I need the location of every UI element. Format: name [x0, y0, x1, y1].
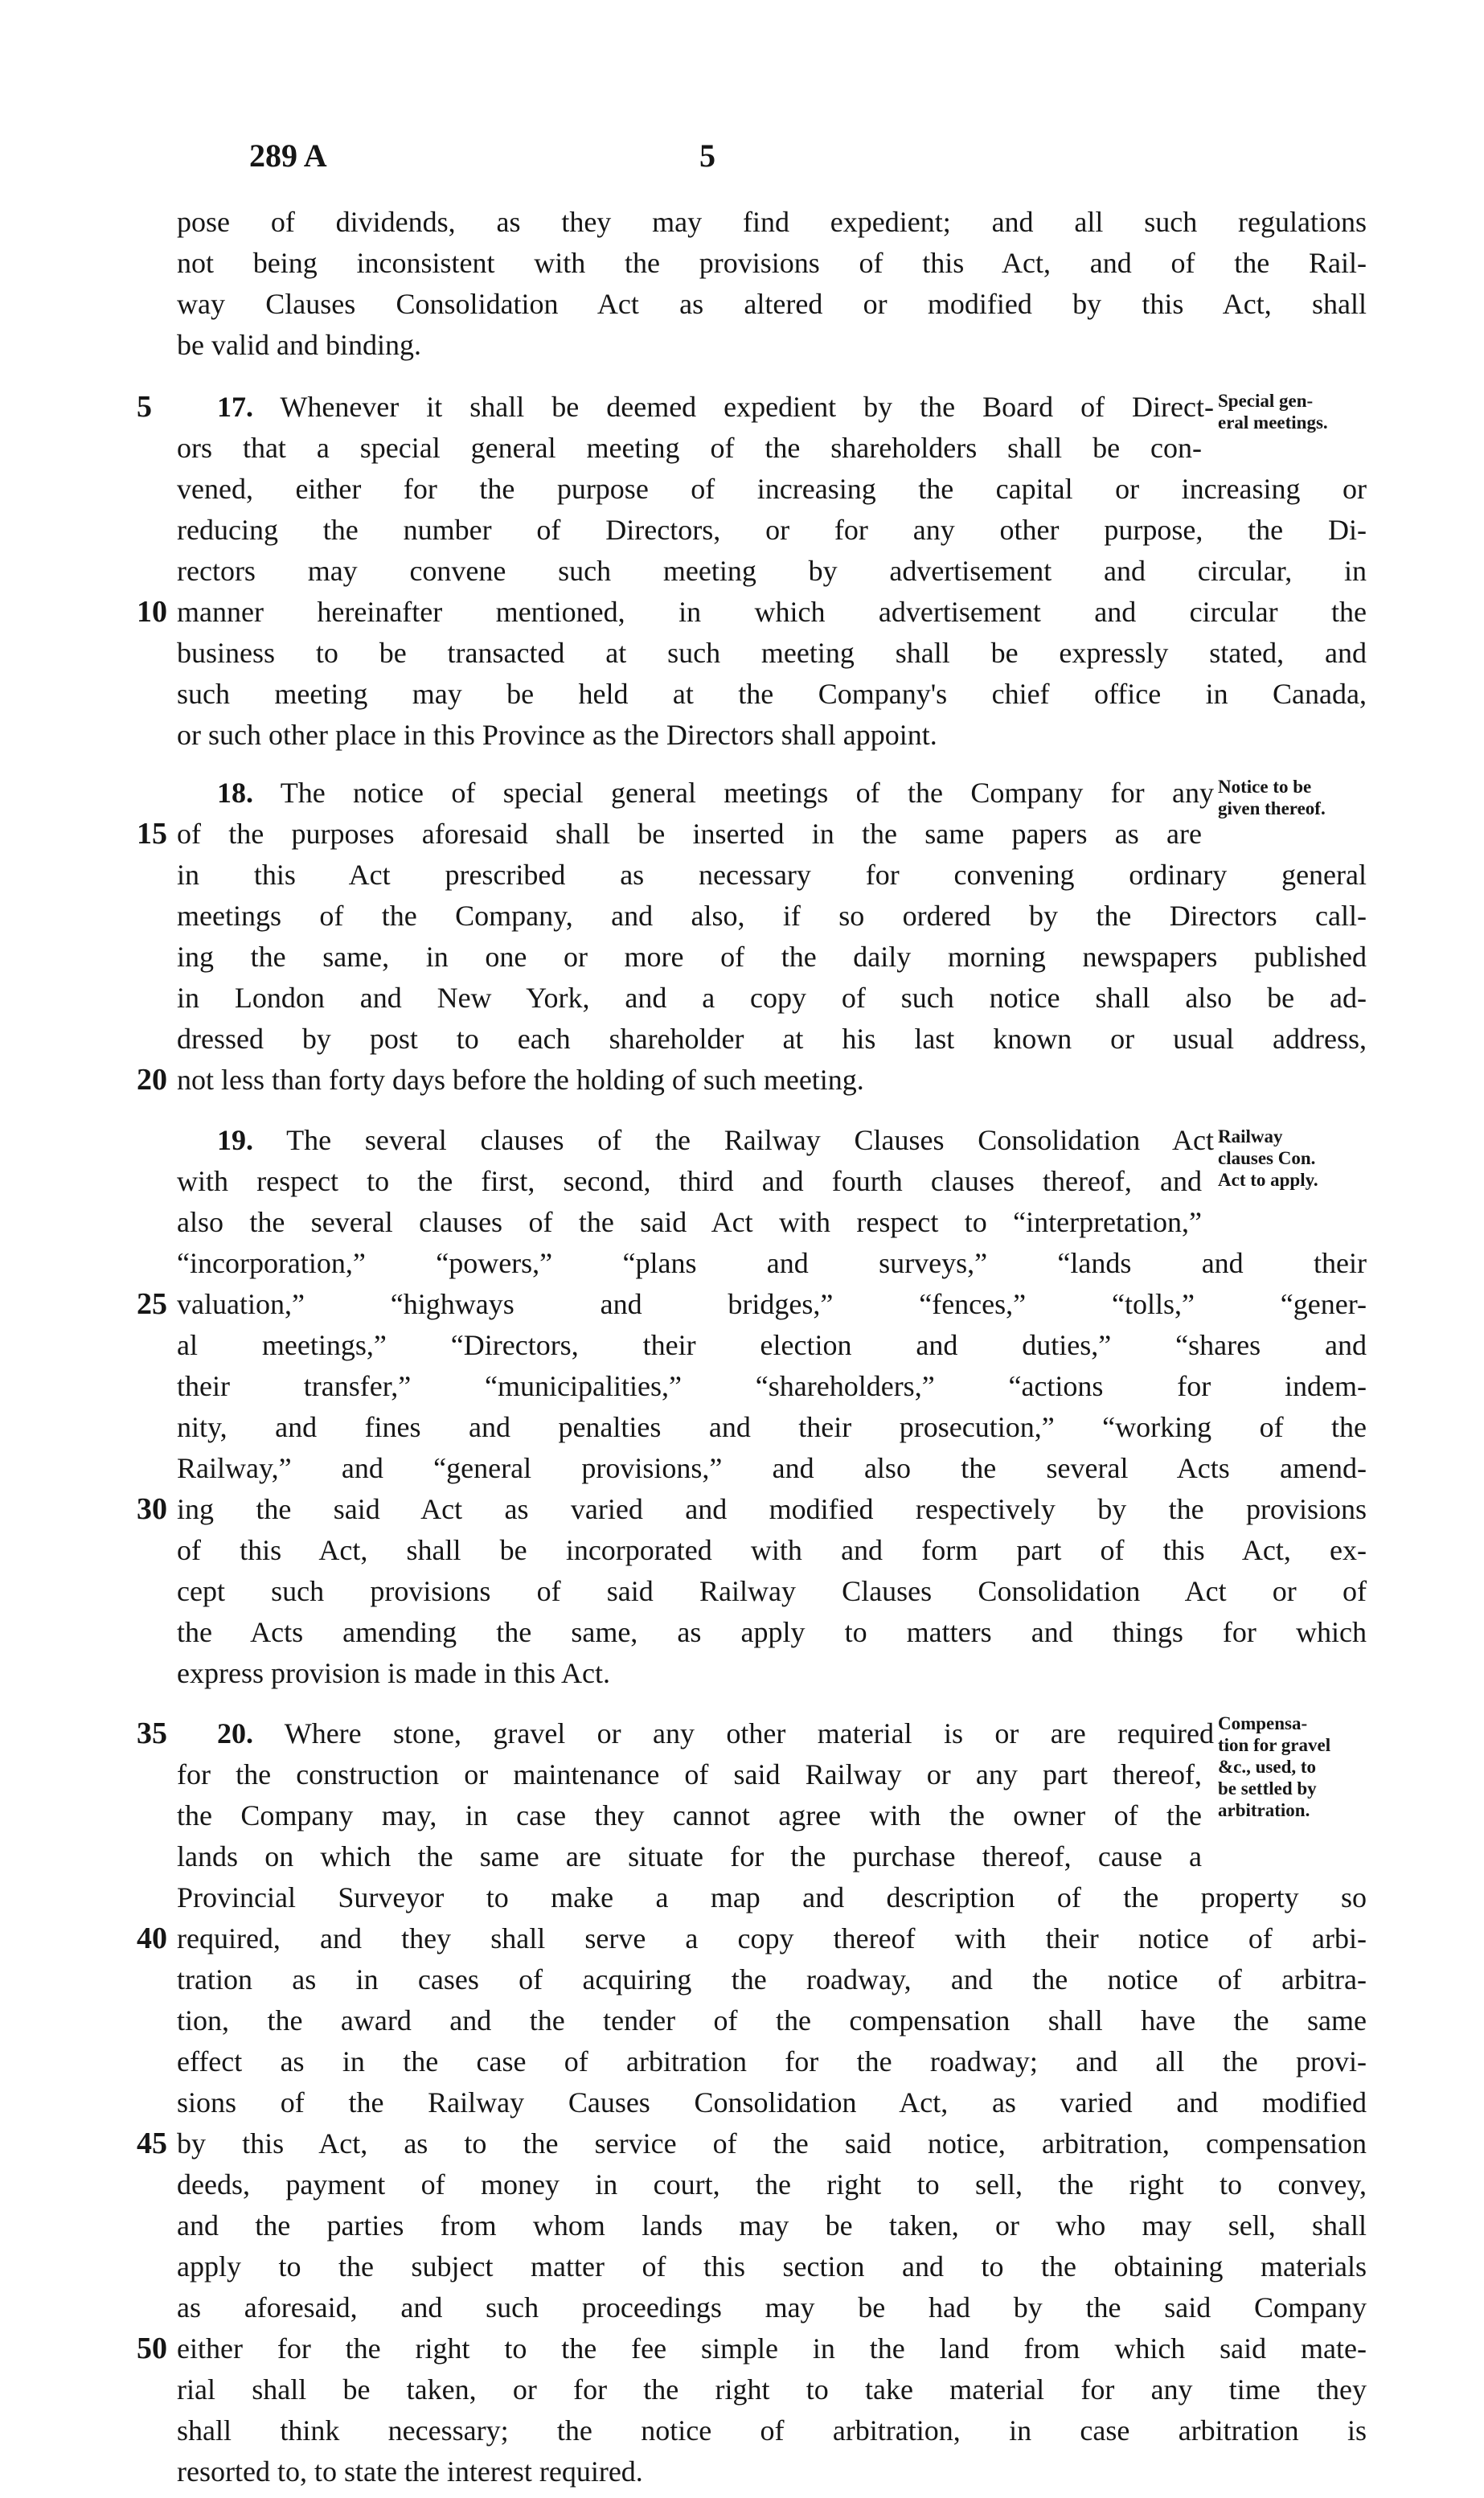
- text-line: either for the right to the fee simple in the land from which said mate-: [177, 2332, 1367, 2365]
- margin-note-line: clauses Con.: [1218, 1148, 1316, 1168]
- text-line: such meeting may be held at the Company's chief office in Canada,: [177, 678, 1367, 710]
- text-line: ing the same, in one or more of the daily morning newspapers published: [177, 941, 1367, 973]
- text-line: ing the said Act as varied and modified respectively by the provisions: [177, 1493, 1367, 1525]
- text-run: Where stone, gravel or any other material is or are required: [284, 1717, 1214, 1749]
- line-number: 5: [137, 390, 152, 424]
- text-line: for the construction or maintenance of said Railway or any part thereof,: [177, 1758, 1202, 1790]
- text-line: also the several clauses of the said Act with respect to “interpretation,”: [177, 1206, 1202, 1238]
- margin-note-line: eral meetings.: [1218, 412, 1328, 433]
- text-line: “incorporation,” “powers,” “plans and surveys,” “lands and their: [177, 1247, 1367, 1279]
- margin-note-line: Act to apply.: [1218, 1170, 1318, 1190]
- text-line: apply to the subject matter of this section and to the obtaining materials: [177, 2250, 1367, 2283]
- text-line: rial shall be taken, or for the right to take material for any time they: [177, 2373, 1367, 2406]
- margin-note-compensation: [1218, 1713, 1395, 1821]
- text-line: tion, the award and the tender of the compensation shall have the same: [177, 2004, 1367, 2037]
- text-line: meetings of the Company, and also, if so ordered by the Directors call-: [177, 900, 1367, 932]
- text-line-first: [217, 1713, 1214, 1754]
- text-line: in this Act prescribed as necessary for convening ordinary general: [177, 859, 1367, 891]
- text-line: of this Act, shall be incorporated with and form part of this Act, ex-: [177, 1534, 1367, 1566]
- text-line: of the purposes aforesaid shall be inserted in the same papers as are: [177, 818, 1202, 850]
- text-line: shall think necessary; the notice of arbitration, in case arbitration is: [177, 2414, 1367, 2447]
- text-line: Provincial Surveyor to make a map and description of the property so: [177, 1881, 1367, 1913]
- margin-note-line: Special gen-: [1218, 391, 1314, 411]
- margin-note-line: &c., used, to: [1218, 1757, 1317, 1777]
- text-line: not less than forty days before the holding of such meeting.: [177, 1064, 864, 1096]
- text-line: be valid and binding.: [177, 329, 421, 361]
- margin-note-line: arbitration.: [1218, 1800, 1310, 1820]
- text-line-first: [217, 1119, 1214, 1161]
- text-line: with respect to the first, second, third and fourth clauses thereof, and: [177, 1165, 1202, 1197]
- text-run: Whenever it shall be deemed expedient by the Board of Direct-: [280, 391, 1214, 423]
- text-line: nity, and fines and penalties and their prosecution,” “working of the: [177, 1411, 1367, 1443]
- text-line: in London and New York, and a copy of such notice shall also be ad-: [177, 982, 1367, 1014]
- bill-page-id: 289 A: [249, 137, 327, 174]
- page-number: 5: [699, 137, 715, 174]
- text-line: rectors may convene such meeting by advertisement and circular, in: [177, 555, 1367, 587]
- margin-note-railway-clauses: [1218, 1126, 1395, 1191]
- page-header: [249, 137, 1053, 185]
- text-line: deeds, payment of money in court, the right to sell, the right to convey,: [177, 2168, 1367, 2201]
- margin-note-special-meetings: [1218, 390, 1395, 433]
- margin-note-notice: [1218, 776, 1395, 819]
- text-line: valuation,” “highways and bridges,” “fences,” “tolls,” “gener-: [177, 1288, 1367, 1320]
- margin-note-line: Compensa-: [1218, 1713, 1308, 1733]
- text-line: al meetings,” “Directors, their election and duties,” “shares and: [177, 1329, 1367, 1361]
- line-number: 30: [137, 1492, 167, 1526]
- text-line: their transfer,” “municipalities,” “shareholders,” “actions for indem-: [177, 1370, 1367, 1402]
- text-line: express provision is made in this Act.: [177, 1657, 610, 1689]
- text-line: ors that a special general meeting of the shareholders shall be con-: [177, 432, 1202, 464]
- text-line: sions of the Railway Causes Consolidation Act, as varied and modified: [177, 2086, 1367, 2119]
- text-run: The several clauses of the Railway Clauses Consolidation Act: [286, 1124, 1214, 1156]
- section-number: 17.: [217, 391, 253, 423]
- text-line: resorted to, to state the interest required.: [177, 2455, 643, 2488]
- line-number: 25: [137, 1287, 167, 1321]
- text-line: the Company may, in case they cannot agree with the owner of the: [177, 1799, 1202, 1831]
- text-line: by this Act, as to the service of the said notice, arbitration, compensation: [177, 2127, 1367, 2160]
- text-line: not being inconsistent with the provisions of this Act, and of the Rail-: [177, 247, 1367, 279]
- text-line: effect as in the case of arbitration for the roadway; and all the provi-: [177, 2045, 1367, 2078]
- line-number: 15: [137, 817, 167, 851]
- line-number: 35: [137, 1717, 167, 1750]
- margin-note-line: be settled by: [1218, 1778, 1317, 1799]
- line-number: 10: [137, 595, 167, 629]
- text-line: or such other place in this Province as the Directors shall appoint.: [177, 719, 937, 751]
- section-number: 19.: [217, 1124, 253, 1156]
- text-line: way Clauses Consolidation Act as altered or modified by this Act, shall: [177, 288, 1367, 320]
- text-run: The notice of special general meetings of the Company for any: [280, 777, 1214, 809]
- text-line: vened, either for the purpose of increasing the capital or increasing or: [177, 473, 1367, 505]
- text-line: the Acts amending the same, as apply to matters and things for which: [177, 1616, 1367, 1648]
- text-line: and the parties from whom lands may be taken, or who may sell, shall: [177, 2209, 1367, 2242]
- line-number: 45: [137, 2127, 167, 2160]
- text-line: business to be transacted at such meeting shall be expressly stated, and: [177, 637, 1367, 669]
- text-line: cept such provisions of said Railway Clauses Consolidation Act or of: [177, 1575, 1367, 1607]
- text-line: manner hereinafter mentioned, in which advertisement and circular the: [177, 596, 1367, 628]
- margin-note-line: Railway: [1218, 1126, 1283, 1146]
- margin-note-line: given thereof.: [1218, 798, 1326, 818]
- line-number: 40: [137, 1922, 167, 1955]
- text-line: pose of dividends, as they may find expedient; and all such regulations: [177, 206, 1367, 238]
- section-number: 20.: [217, 1717, 253, 1749]
- margin-note-line: Notice to be: [1218, 777, 1312, 797]
- text-line: required, and they shall serve a copy thereof with their notice of arbi-: [177, 1922, 1367, 1955]
- text-line: dressed by post to each shareholder at his last known or usual address,: [177, 1023, 1367, 1055]
- text-line: lands on which the same are situate for the purchase thereof, cause a: [177, 1840, 1202, 1872]
- text-line-first: [217, 386, 1214, 428]
- text-line: as aforesaid, and such proceedings may be had by the said Company: [177, 2291, 1367, 2324]
- text-line-first: [217, 772, 1214, 814]
- line-number: 20: [137, 1063, 167, 1097]
- text-line: Railway,” and “general provisions,” and also the several Acts amend-: [177, 1452, 1367, 1484]
- section-number: 18.: [217, 777, 253, 809]
- text-line: tration as in cases of acquiring the roadway, and the notice of arbitra-: [177, 1963, 1367, 1996]
- text-line: reducing the number of Directors, or for any other purpose, the Di-: [177, 514, 1367, 546]
- line-number: 50: [137, 2332, 167, 2365]
- margin-note-line: tion for gravel: [1218, 1735, 1331, 1755]
